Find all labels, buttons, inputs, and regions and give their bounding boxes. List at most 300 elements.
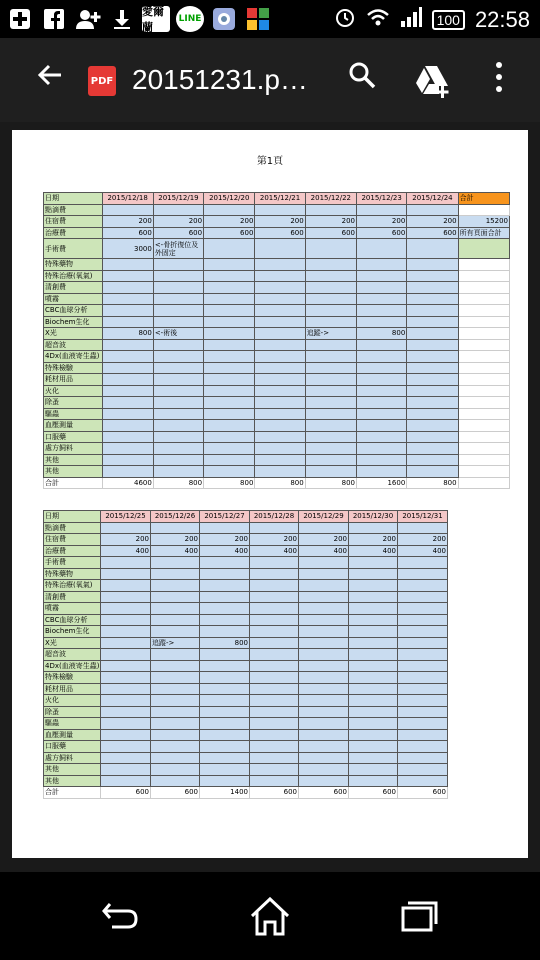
table-cell	[349, 557, 398, 569]
table-cell	[200, 649, 250, 661]
total-cell: 1400	[200, 787, 250, 799]
table-cell	[398, 775, 448, 787]
plus-cross-icon	[6, 6, 34, 32]
table-cell	[357, 362, 407, 374]
table-cell	[204, 431, 255, 443]
table-cell	[153, 293, 203, 305]
table-cell	[250, 626, 299, 638]
table-cell	[204, 385, 255, 397]
date-header-cell: 2015/12/22	[305, 193, 356, 205]
camera-app-icon	[210, 6, 238, 32]
table-cell	[151, 752, 200, 764]
table-cell	[204, 328, 255, 340]
grand-total-cell	[458, 351, 509, 363]
table-cell	[299, 649, 349, 661]
table-cell	[255, 454, 305, 466]
table-cell	[200, 718, 250, 730]
table-cell	[357, 420, 407, 432]
table-cell	[200, 764, 250, 776]
table-cell	[153, 454, 203, 466]
row-label: 特殊藥物	[44, 568, 101, 580]
row-label: 治療費	[44, 545, 101, 557]
table-cell	[200, 522, 250, 534]
app-toolbar	[0, 38, 540, 122]
row-label: 除蚤	[44, 706, 101, 718]
table-cell	[153, 420, 203, 432]
table-cell	[299, 626, 349, 638]
date-header-cell: 2015/12/26	[151, 511, 200, 523]
table-row	[44, 204, 510, 216]
table-row	[44, 362, 510, 374]
table-cell	[398, 752, 448, 764]
table-row	[44, 216, 510, 228]
row-label: 住宿費	[44, 216, 103, 228]
table-cell	[250, 568, 299, 580]
row-label: X光	[44, 637, 101, 649]
table-cell	[357, 443, 407, 455]
table-cell	[407, 259, 458, 271]
table-cell	[299, 557, 349, 569]
battery-level: 100	[432, 10, 465, 30]
table-row	[44, 672, 448, 684]
table-cell: 200	[151, 534, 200, 546]
row-label: Biochem生化	[44, 626, 101, 638]
table-row	[44, 752, 448, 764]
nav-home-button[interactable]	[245, 894, 295, 938]
table-cell	[204, 454, 255, 466]
table-cell	[151, 706, 200, 718]
file-title: 20151231.p…	[132, 64, 308, 95]
table-cell	[305, 374, 356, 386]
table-cell	[349, 614, 398, 626]
table-cell	[305, 408, 356, 420]
total-cell: 600	[151, 787, 200, 799]
table-cell	[151, 568, 200, 580]
table-cell	[101, 729, 151, 741]
table-cell	[349, 591, 398, 603]
table-cell: 3000	[102, 239, 153, 259]
table-cell	[398, 718, 448, 730]
table-cell	[101, 568, 151, 580]
grand-total-cell	[458, 293, 509, 305]
table-cell	[255, 270, 305, 282]
table-row	[44, 466, 510, 478]
table-cell	[250, 741, 299, 753]
table-cell	[357, 282, 407, 294]
table-cell	[349, 729, 398, 741]
table-row	[44, 775, 448, 787]
table-cell	[407, 282, 458, 294]
table-cell	[349, 683, 398, 695]
row-label: 耗材用品	[44, 683, 101, 695]
table-row	[44, 683, 448, 695]
table-cell	[407, 374, 458, 386]
grand-total-cell: 15200	[458, 216, 509, 228]
table-cell	[102, 408, 153, 420]
table-cell	[101, 580, 151, 592]
table-cell	[250, 752, 299, 764]
table-cell	[200, 591, 250, 603]
table-cell	[407, 408, 458, 420]
table-row	[44, 718, 448, 730]
date-header-cell: 2015/12/23	[357, 193, 407, 205]
table-cell	[398, 649, 448, 661]
table-cell	[102, 204, 153, 216]
table-cell	[305, 443, 356, 455]
table-cell	[398, 729, 448, 741]
table-row	[44, 603, 448, 615]
table-cell	[151, 683, 200, 695]
table-row	[44, 729, 448, 741]
nav-recents-button[interactable]	[394, 894, 444, 938]
table-cell	[357, 374, 407, 386]
table-cell: 200	[250, 534, 299, 546]
table-row	[44, 695, 448, 707]
total-cell: 800	[255, 477, 305, 489]
table-cell	[398, 522, 448, 534]
table-cell	[102, 316, 153, 328]
table-cell: 600	[255, 227, 305, 239]
table-cell	[299, 718, 349, 730]
expense-table-1	[43, 192, 510, 489]
table-cell	[102, 339, 153, 351]
grand-total-cell	[458, 239, 509, 259]
table-row	[44, 706, 448, 718]
table-cell	[153, 408, 203, 420]
table-cell	[407, 293, 458, 305]
system-icons	[334, 6, 530, 33]
table-cell	[101, 614, 151, 626]
table-cell	[151, 718, 200, 730]
table-cell	[305, 397, 356, 409]
table-cell	[305, 385, 356, 397]
row-label: 耗材用品	[44, 374, 103, 386]
table-cell	[357, 239, 407, 259]
table-cell	[101, 683, 151, 695]
table-cell	[398, 603, 448, 615]
table-cell	[204, 204, 255, 216]
table-cell	[407, 239, 458, 259]
table-cell	[250, 580, 299, 592]
date-header-cell: 2015/12/24	[407, 193, 458, 205]
pdf-file-icon: PDF	[88, 66, 116, 96]
table-cell	[349, 718, 398, 730]
table-cell	[153, 385, 203, 397]
table-cell	[398, 580, 448, 592]
table-cell	[299, 695, 349, 707]
table-cell	[200, 752, 250, 764]
table-cell	[101, 626, 151, 638]
table-row	[44, 408, 510, 420]
table-cell	[407, 454, 458, 466]
table-cell	[299, 614, 349, 626]
table-row	[44, 351, 510, 363]
table-cell	[299, 568, 349, 580]
date-header-cell: 2015/12/29	[299, 511, 349, 523]
table-cell	[349, 672, 398, 684]
expense-table-2	[43, 510, 448, 799]
table-cell	[255, 431, 305, 443]
page-title: 第1頁	[256, 156, 284, 167]
table-cell	[102, 293, 153, 305]
table-cell	[153, 443, 203, 455]
table-cell	[349, 775, 398, 787]
table-cell	[204, 443, 255, 455]
table-cell	[305, 454, 356, 466]
table-cell	[255, 282, 305, 294]
table-row	[44, 259, 510, 271]
table-cell	[357, 385, 407, 397]
row-label: 住宿費	[44, 534, 101, 546]
table-cell: 400	[349, 545, 398, 557]
total-cell: 600	[398, 787, 448, 799]
table-cell	[250, 522, 299, 534]
row-label: 驅蟲	[44, 718, 101, 730]
table-cell	[204, 282, 255, 294]
table-cell	[200, 729, 250, 741]
table-cell	[200, 741, 250, 753]
table-cell	[407, 351, 458, 363]
grand-total-cell	[458, 305, 509, 317]
table-cell	[151, 557, 200, 569]
table-cell	[200, 568, 250, 580]
signal-icon	[400, 7, 422, 32]
row-label: 特殊檢驗	[44, 672, 101, 684]
search-button[interactable]	[342, 60, 382, 100]
table-cell	[204, 305, 255, 317]
table-cell	[305, 259, 356, 271]
table-cell	[349, 580, 398, 592]
table-cell	[151, 695, 200, 707]
table-cell	[250, 660, 299, 672]
row-label: 特殊治療(氧氣)	[44, 580, 101, 592]
table-cell	[151, 614, 200, 626]
table-cell	[407, 316, 458, 328]
table-cell: 200	[153, 216, 203, 228]
row-label: 噴霧	[44, 603, 101, 615]
table-cell	[305, 351, 356, 363]
table-cell	[255, 408, 305, 420]
table-cell	[398, 672, 448, 684]
table-cell	[102, 466, 153, 478]
line-app-icon: LINE	[176, 6, 204, 32]
row-label: 清創費	[44, 282, 103, 294]
table-cell	[255, 397, 305, 409]
table-cell	[407, 305, 458, 317]
table-row	[44, 227, 510, 239]
table-cell: 200	[200, 534, 250, 546]
table-cell	[255, 239, 305, 259]
nav-back-button[interactable]	[96, 894, 146, 938]
table-cell	[299, 752, 349, 764]
table-cell	[349, 695, 398, 707]
table-row	[44, 649, 448, 661]
table-cell	[398, 557, 448, 569]
table-cell	[357, 466, 407, 478]
table-cell	[299, 706, 349, 718]
table-cell	[255, 305, 305, 317]
table-row	[44, 339, 510, 351]
clock: 22:58	[474, 6, 530, 32]
search-icon	[347, 60, 377, 90]
pdf-page[interactable]	[12, 130, 528, 858]
table-cell	[357, 316, 407, 328]
total-cell: 800	[305, 477, 356, 489]
table-cell	[101, 603, 151, 615]
table-cell	[102, 351, 153, 363]
table-cell	[200, 626, 250, 638]
wifi-icon	[366, 7, 390, 32]
table-cell	[250, 775, 299, 787]
total-cell: 800	[407, 477, 458, 489]
table-cell	[357, 204, 407, 216]
table-cell	[250, 672, 299, 684]
grand-total-header: 合計	[458, 193, 509, 205]
table-cell: 400	[299, 545, 349, 557]
total-cell: 800	[153, 477, 203, 489]
table-cell	[153, 362, 203, 374]
table-cell	[407, 420, 458, 432]
table-cell	[255, 374, 305, 386]
table-cell	[407, 443, 458, 455]
row-label: 特殊檢驗	[44, 362, 103, 374]
table-cell	[255, 259, 305, 271]
grand-total-cell	[458, 339, 509, 351]
table-cell	[101, 706, 151, 718]
more-vert-icon	[494, 60, 504, 94]
table-cell	[357, 454, 407, 466]
table-cell	[101, 637, 151, 649]
table-cell	[250, 637, 299, 649]
row-label: 點滴費	[44, 204, 103, 216]
table-cell	[102, 454, 153, 466]
table-cell	[357, 270, 407, 282]
more-options-button[interactable]	[484, 60, 514, 100]
add-to-drive-button[interactable]	[412, 60, 452, 100]
nav-back-icon	[96, 894, 146, 938]
table-cell	[305, 420, 356, 432]
table-cell	[407, 385, 458, 397]
table-cell	[153, 339, 203, 351]
table-row	[44, 545, 448, 557]
table-total-row	[44, 477, 510, 489]
table-cell: 600	[357, 227, 407, 239]
table-cell	[299, 580, 349, 592]
table-cell	[250, 591, 299, 603]
table-cell	[204, 293, 255, 305]
row-label: 其他	[44, 466, 103, 478]
row-label: 處方飼料	[44, 443, 103, 455]
grand-total-cell	[458, 259, 509, 271]
grand-total-cell	[458, 316, 509, 328]
row-label: 治療費	[44, 227, 103, 239]
table-cell	[407, 431, 458, 443]
row-label: CBC血球分析	[44, 614, 101, 626]
table-cell	[153, 204, 203, 216]
table-cell	[250, 764, 299, 776]
table-cell	[407, 397, 458, 409]
table-cell	[255, 316, 305, 328]
table-row	[44, 580, 448, 592]
table-cell	[357, 305, 407, 317]
nav-home-icon	[245, 894, 295, 938]
table-cell: 200	[357, 216, 407, 228]
row-label: 超音波	[44, 649, 101, 661]
table-row	[44, 385, 510, 397]
table-cell: 400	[151, 545, 200, 557]
table-cell	[151, 580, 200, 592]
pdf-viewer[interactable]	[0, 122, 540, 872]
table-cell: 400	[398, 545, 448, 557]
table-cell	[101, 660, 151, 672]
grand-total-cell	[458, 362, 509, 374]
table-cell	[153, 270, 203, 282]
row-label: 除蚤	[44, 397, 103, 409]
table-cell	[101, 764, 151, 776]
table-total-row	[44, 787, 448, 799]
table-cell	[102, 305, 153, 317]
grand-total-cell	[458, 374, 509, 386]
table-cell	[151, 522, 200, 534]
table-cell	[151, 591, 200, 603]
table-cell	[151, 672, 200, 684]
table-cell	[250, 729, 299, 741]
row-label: 噴霧	[44, 293, 103, 305]
table-cell: 600	[204, 227, 255, 239]
table-cell: 追蹤->	[305, 328, 356, 340]
total-cell: 800	[204, 477, 255, 489]
table-row	[44, 374, 510, 386]
table-cell: 600	[102, 227, 153, 239]
table-cell: 600	[305, 227, 356, 239]
date-header-label: 日期	[44, 193, 103, 205]
row-label: 口服藥	[44, 431, 103, 443]
table-cell	[357, 431, 407, 443]
table-row	[44, 454, 510, 466]
table-cell: 400	[200, 545, 250, 557]
table-cell	[305, 204, 356, 216]
row-label: 血壓測量	[44, 420, 103, 432]
table-row	[44, 614, 448, 626]
back-button[interactable]	[30, 60, 70, 100]
table-cell: 200	[398, 534, 448, 546]
add-contact-icon	[74, 6, 102, 32]
total-cell: 1600	[357, 477, 407, 489]
grand-total-cell	[458, 454, 509, 466]
table-cell	[200, 695, 250, 707]
total-cell: 600	[349, 787, 398, 799]
table-row	[44, 637, 448, 649]
row-label: Biochem生化	[44, 316, 103, 328]
news-app-icon: 愛爾蘭	[142, 6, 170, 32]
table-cell	[305, 270, 356, 282]
date-header-cell: 2015/12/27	[200, 511, 250, 523]
download-icon	[108, 6, 136, 32]
table-cell	[204, 374, 255, 386]
row-label: 火化	[44, 385, 103, 397]
table-cell	[101, 718, 151, 730]
table-row	[44, 534, 448, 546]
table-cell: 400	[101, 545, 151, 557]
table-cell	[101, 522, 151, 534]
table-cell	[204, 339, 255, 351]
table-cell	[151, 660, 200, 672]
table-cell	[398, 683, 448, 695]
table-cell	[151, 775, 200, 787]
row-label: 驅蟲	[44, 408, 103, 420]
table-cell	[299, 764, 349, 776]
table-cell	[200, 683, 250, 695]
